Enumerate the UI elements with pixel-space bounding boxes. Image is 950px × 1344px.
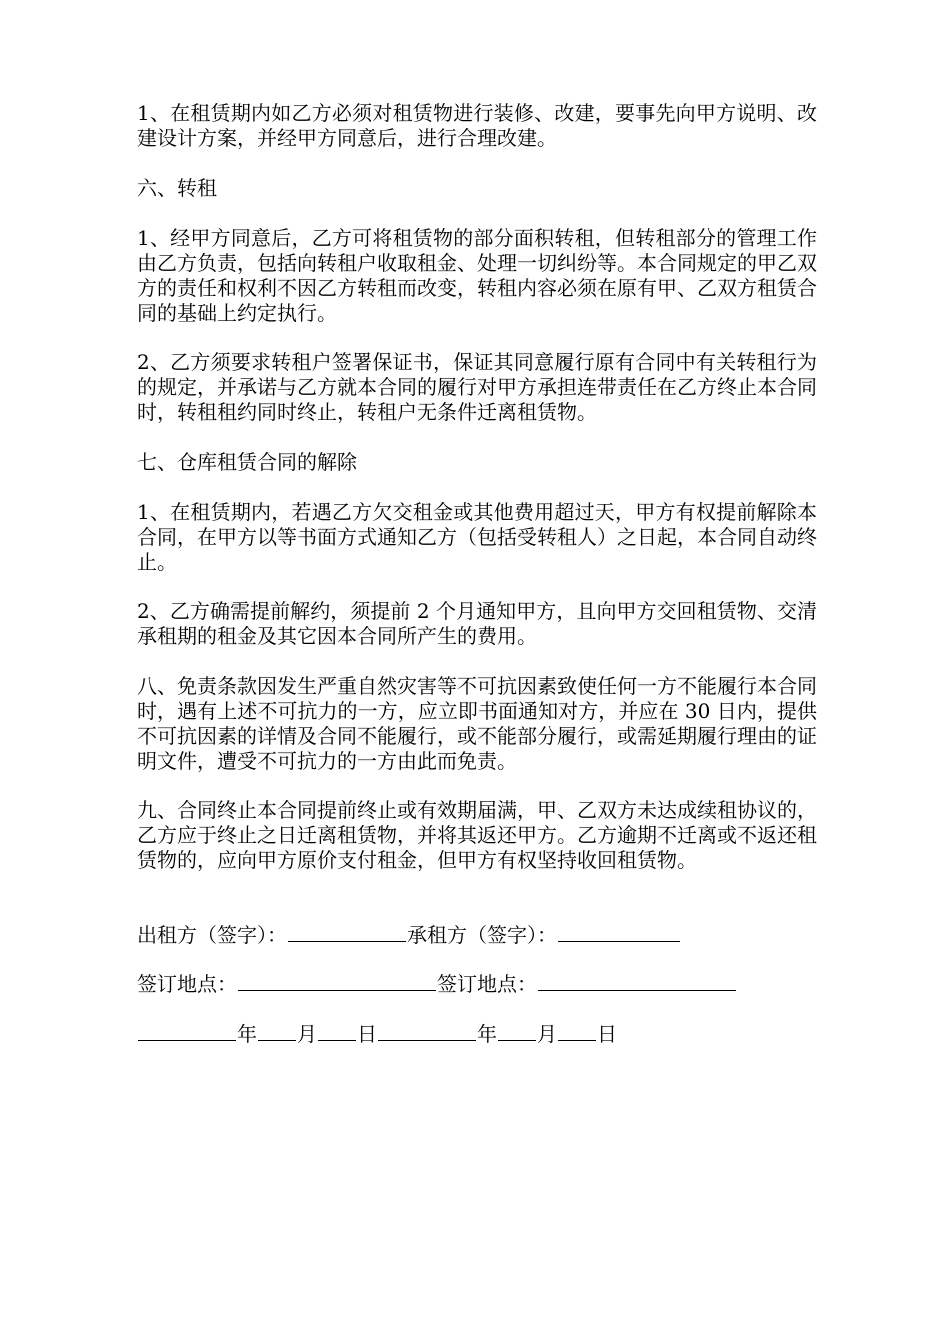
month-blank-2[interactable]: [498, 1022, 536, 1041]
clause-5-1: 1、在租赁期内如乙方必须对租赁物进行装修、改建，要事先向甲方说明、改建设计方案，并经甲方同意后，进行合理改建。: [137, 101, 817, 150]
year-blank-2[interactable]: [378, 1022, 476, 1041]
signing-place-blank-1[interactable]: [238, 972, 436, 991]
section-9-termination: 九、合同终止本合同提前终止或有效期届满，甲、乙双方未达成续租协议的，乙方应于终止之日迁离租赁物，并将其返还甲方。乙方逾期不迁离或不返还租赁物的，应向甲方原价支付租金，但甲方有权坚持收回租赁物。: [137, 798, 817, 872]
lessor-signature-blank[interactable]: [288, 923, 406, 942]
year-label-1: 年: [237, 1022, 257, 1046]
signing-place-label-1: 签订地点：: [137, 972, 237, 996]
lessee-signature-label: 承租方（签字）：: [407, 923, 557, 947]
lessee-signature-blank[interactable]: [558, 923, 680, 942]
year-label-2: 年: [477, 1022, 497, 1046]
clause-6-1: 1、经甲方同意后，乙方可将租赁物的部分面积转租，但转租部分的管理工作由乙方负责，包括向转租户收取租金、处理一切纠纷等。本合同规定的甲乙双方的责任和权利不因乙方转租而改变，转租内容必须在原有甲、乙双方租赁合同的基础上约定执行。: [137, 226, 817, 325]
month-blank-1[interactable]: [258, 1022, 296, 1041]
signing-place-row: [137, 972, 737, 997]
date-row: [137, 1022, 617, 1047]
signing-place-blank-2[interactable]: [538, 972, 736, 991]
clause-7-2: 2、乙方确需提前解约，须提前 2 个月通知甲方，且向甲方交回租赁物、交清承租期的租金及其它因本合同所产生的费用。: [137, 599, 817, 648]
day-blank-2[interactable]: [558, 1022, 596, 1041]
signing-place-label-2: 签订地点：: [437, 972, 537, 996]
clause-7-1: 1、在租赁期内，若遇乙方欠交租金或其他费用超过天，甲方有权提前解除本合同，在甲方以等书面方式通知乙方（包括受转租人）之日起，本合同自动终止。: [137, 500, 817, 574]
section-7-heading: 七、仓库租赁合同的解除: [137, 450, 357, 474]
day-label-2: 日: [597, 1022, 617, 1046]
lessor-signature-label: 出租方（签字）：: [137, 923, 287, 947]
day-blank-1[interactable]: [318, 1022, 356, 1041]
section-8-force-majeure: 八、免责条款因发生严重自然灾害等不可抗因素致使任何一方不能履行本合同时，遇有上述不可抗力的一方，应立即书面通知对方，并应在 30 日内，提供不可抗因素的详情及合同不能履行，或不能部分履行，或需延期履行理由的证明文件，遭受不可抗力的一方由此而免责。: [137, 674, 817, 773]
clause-6-2: 2、乙方须要求转租户签署保证书，保证其同意履行原有合同中有关转租行为的规定，并承诺与乙方就本合同的履行对甲方承担连带责任在乙方终止本合同时，转租租约同时终止，转租户无条件迁离租赁物。: [137, 350, 817, 424]
year-blank-1[interactable]: [138, 1022, 236, 1041]
month-label-1: 月: [297, 1022, 317, 1046]
day-label-1: 日: [357, 1022, 377, 1046]
section-6-heading: 六、转租: [137, 176, 217, 200]
signature-row: [137, 923, 681, 948]
month-label-2: 月: [537, 1022, 557, 1046]
